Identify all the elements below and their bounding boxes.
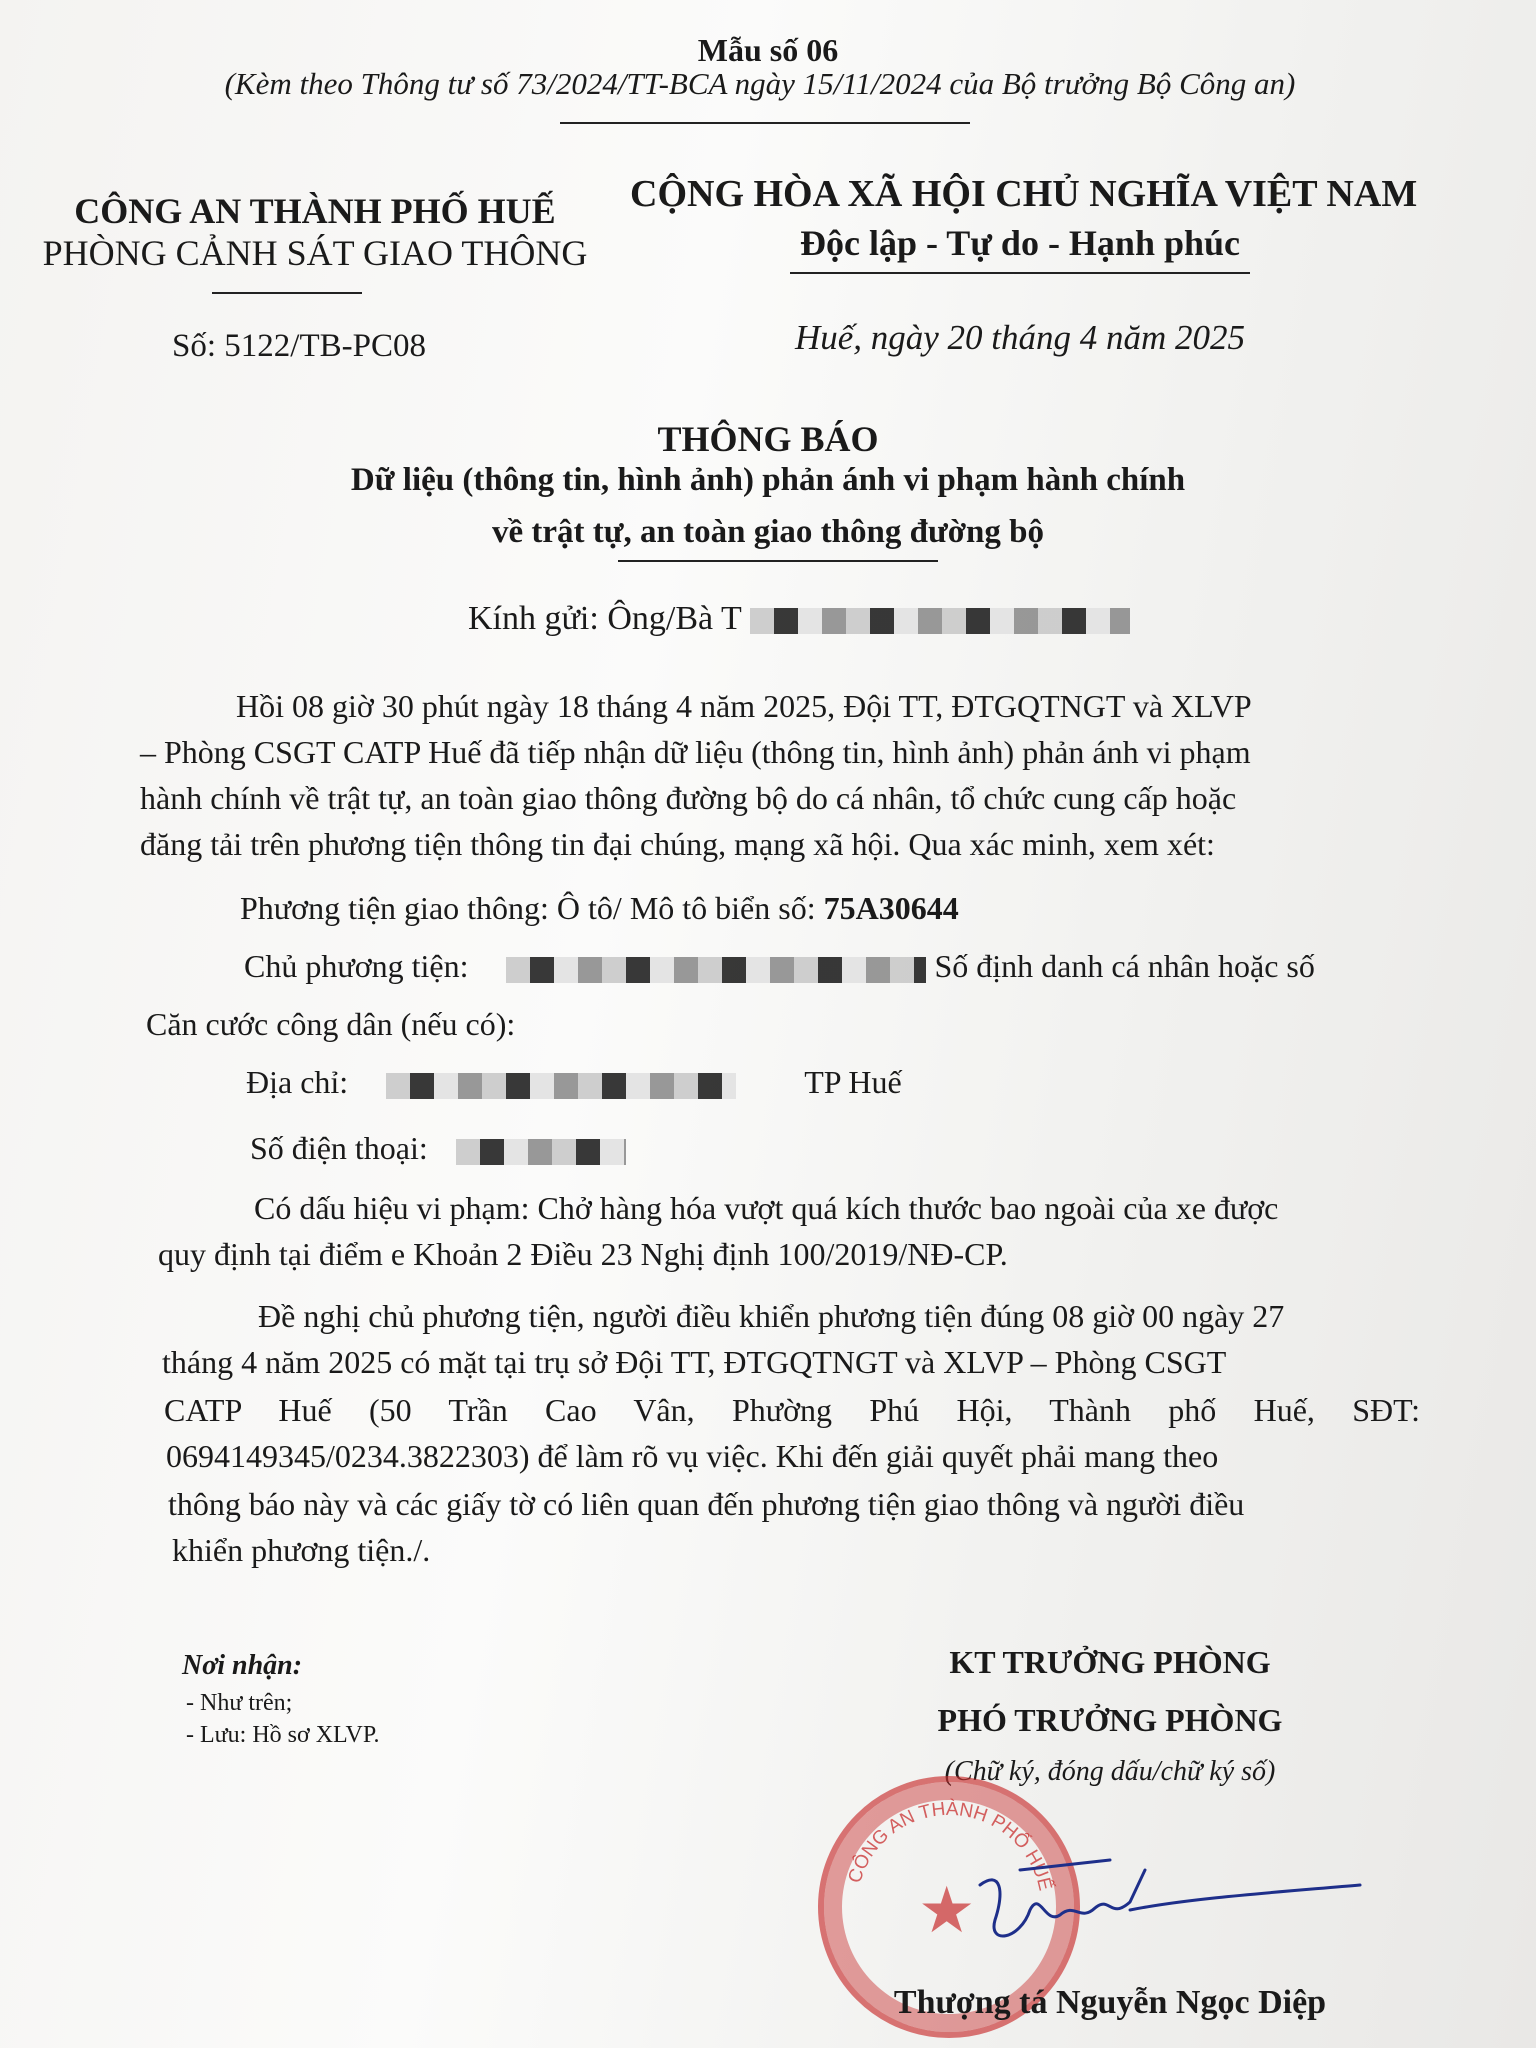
recipient-item-2: - Lưu: Hồ sơ XLVP. — [186, 1722, 380, 1748]
vehicle-line — [240, 890, 959, 927]
svg-text:CÔNG AN THÀNH PHỐ HUẾ: CÔNG AN THÀNH PHỐ HUẾ — [844, 1798, 1056, 1893]
form-reference: (Kèm theo Thông tư số 73/2024/TT-BCA ngày 15/11/2024 của Bộ trưởng Bộ Công an) — [224, 66, 1296, 101]
signature-note: (Chữ ký, đóng dấu/chữ ký số) — [944, 1756, 1276, 1787]
form-code: Mẫu số 06 — [697, 32, 839, 68]
recipient-label: Kính gửi: Ông/Bà T — [468, 600, 742, 637]
request-line-3: CATP Huế (50 Trần Cao Vân, Phường Phú Hội, Thành phố Huế, SĐT: — [164, 1392, 1420, 1428]
id-label-continued: Căn cước công dân (nếu có): — [146, 1006, 516, 1042]
violation-line-1: Có dấu hiệu vi phạm: Chở hàng hóa vượt quá kích thước bao ngoài của xe được — [254, 1190, 1279, 1226]
vehicle-label: Phương tiện giao thông: Ô tô/ Mô tô biển số: — [240, 890, 824, 926]
notice-subtitle-line2: về trật tự, an toàn giao thông đường bộ — [491, 514, 1044, 550]
national-motto: Độc lập - Tự do - Hạnh phúc — [799, 223, 1241, 263]
redacted-name — [750, 608, 1130, 634]
divider — [618, 560, 938, 562]
divider — [560, 122, 970, 124]
address-line — [246, 1064, 902, 1101]
request-line-5: thông báo này và các giấy tờ có liên quan đến phương tiện giao thông và người điều — [168, 1486, 1245, 1522]
country-name: CỘNG HÒA XÃ HỘI CHỦ NGHĨA VIỆT NAM — [630, 173, 1418, 215]
license-plate: 75A30644 — [823, 890, 959, 926]
place-date: Huế, ngày 20 tháng 4 năm 2025 — [794, 318, 1246, 357]
recipient-line — [468, 600, 1130, 638]
address-label: Địa chỉ: — [246, 1064, 349, 1100]
violation-line-2: quy định tại điểm e Khoản 2 Điều 23 Nghị định 100/2019/NĐ-CP. — [158, 1236, 1008, 1272]
phone-line — [250, 1130, 626, 1167]
redacted-owner — [506, 957, 926, 983]
request-line-2: tháng 4 năm 2025 có mặt tại trụ sở Đội TT, ĐTGQTNGT và XLVP – Phòng CSGT — [162, 1344, 1227, 1380]
recipients-title: Nơi nhận: — [182, 1650, 303, 1681]
phone-label: Số điện thoại: — [250, 1130, 428, 1166]
document-number: Số: 5122/TB-PC08 — [172, 328, 426, 364]
handwritten-signature — [960, 1830, 1380, 1970]
department-name: PHÒNG CẢNH SÁT GIAO THÔNG — [42, 233, 588, 273]
owner-line — [244, 948, 1315, 985]
signer-title-1: KT TRƯỞNG PHÒNG — [949, 1644, 1271, 1680]
owner-label: Chủ phương tiện: — [244, 948, 469, 984]
address-city: TP Huế — [804, 1064, 902, 1100]
intro-line-2: – Phòng CSGT CATP Huế đã tiếp nhận dữ liệu (thông tin, hình ảnh) phản ánh vi phạm — [140, 734, 1251, 770]
signer-title-2: PHÓ TRƯỞNG PHÒNG — [937, 1702, 1283, 1738]
redacted-phone — [456, 1139, 626, 1165]
id-label: Số định danh cá nhân hoặc số — [934, 948, 1315, 984]
recipient-item-1: - Như trên; — [186, 1690, 293, 1716]
intro-line-4: đăng tải trên phương tiện thông tin đại chúng, mạng xã hội. Qua xác minh, xem xét: — [140, 826, 1215, 862]
signer-name: Thượng tá Nguyễn Ngọc Diệp — [893, 1984, 1327, 2021]
divider — [212, 292, 362, 294]
notice-title: THÔNG BÁO — [657, 419, 879, 459]
divider — [790, 272, 1250, 274]
intro-line-3: hành chính về trật tự, an toàn giao thông đường bộ do cá nhân, tổ chức cung cấp hoặc — [140, 780, 1237, 816]
request-line-6: khiển phương tiện./. — [172, 1532, 431, 1568]
request-line-4: 0694149345/0234.3822303) để làm rõ vụ việc. Khi đến giải quyết phải mang theo — [166, 1438, 1219, 1474]
redacted-address — [386, 1073, 736, 1099]
request-line-1: Đề nghị chủ phương tiện, người điều khiển phương tiện đúng 08 giờ 00 ngày 27 — [258, 1298, 1285, 1334]
agency-name: CÔNG AN THÀNH PHỐ HUẾ — [74, 191, 556, 231]
intro-line-1: Hồi 08 giờ 30 phút ngày 18 tháng 4 năm 2025, Đội TT, ĐTGQTNGT và XLVP — [236, 688, 1252, 724]
notice-subtitle-line1: Dữ liệu (thông tin, hình ảnh) phản ánh vi phạm hành chính — [350, 462, 1186, 498]
star-emblem-icon: ★ — [918, 1875, 976, 1946]
